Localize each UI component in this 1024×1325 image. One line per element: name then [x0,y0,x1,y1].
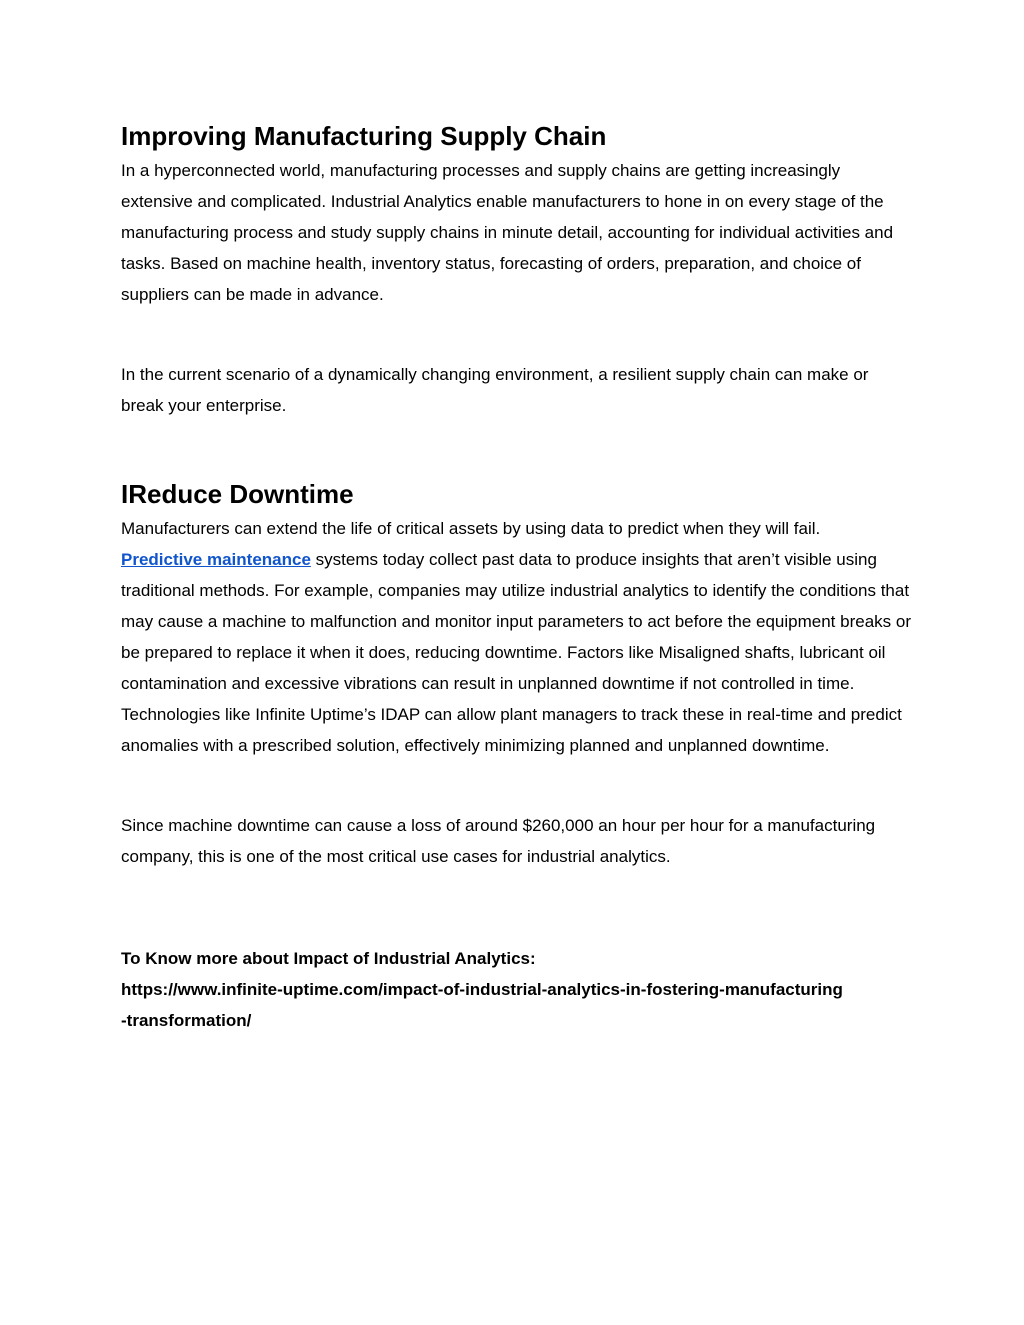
paragraph-supply-chain-1: In a hyperconnected world, manufacturing processes and supply chains are getting increasingly extensive and complicated. Industrial Analytics enable manufacturers to hone in on every stage of the manufacturing process and study supply chains in minute detail, accounting for individual activities and tasks. Based on machine health, inventory status, forecasting of orders, preparation, and choice of suppliers can be made in advance. [121,161,894,304]
heading-supply-chain: Improving Manufacturing Supply Chain [121,121,607,151]
spacer [121,421,911,476]
document-page [121,118,911,1036]
footer-url[interactable] [121,974,911,1036]
footer-url-line2[interactable]: -transformation/ [121,1011,252,1030]
spacer [121,761,911,810]
paragraph-downtime-rest: systems today collect past data to produce insights that aren’t visible using traditional methods. For example, companies may utilize industrial analytics to identify the conditions that may cause a machine to malfunction and monitor input parameters to act before the equipment breaks or be prepared to replace it when it does, reducing downtime. Factors like Misaligned shafts, lubricant oil contamination and excessive vibrations can result in unplanned downtime if not controlled in time. Technologies like Infinite Uptime’s IDAP can allow plant managers to track these in real-time and predict anomalies with a prescribed solution, effectively minimizing planned and unplanned downtime. [121,550,911,755]
paragraph-supply-chain-2: In the current scenario of a dynamically changing environment, a resilient supply chain can make or break your enterprise. [121,365,869,415]
spacer [121,310,911,359]
heading-reduce-downtime: IReduce Downtime [121,479,354,509]
paragraph-downtime-intro: Manufacturers can extend the life of critical assets by using data to predict when they will fail. [121,519,821,538]
footer-url-line1[interactable]: https://www.infinite-uptime.com/impact-of-industrial-analytics-in-fostering-manufacturing [121,980,843,999]
footer-label: To Know more about Impact of Industrial Analytics: [121,949,536,968]
paragraph-downtime-2: Since machine downtime can cause a loss of around $260,000 an hour per hour for a manufacturing company, this is one of the most critical use cases for industrial analytics. [121,816,876,866]
paragraph-downtime-1 [121,513,911,761]
spacer [121,872,911,943]
predictive-maintenance-link[interactable]: Predictive maintenance [121,550,311,569]
